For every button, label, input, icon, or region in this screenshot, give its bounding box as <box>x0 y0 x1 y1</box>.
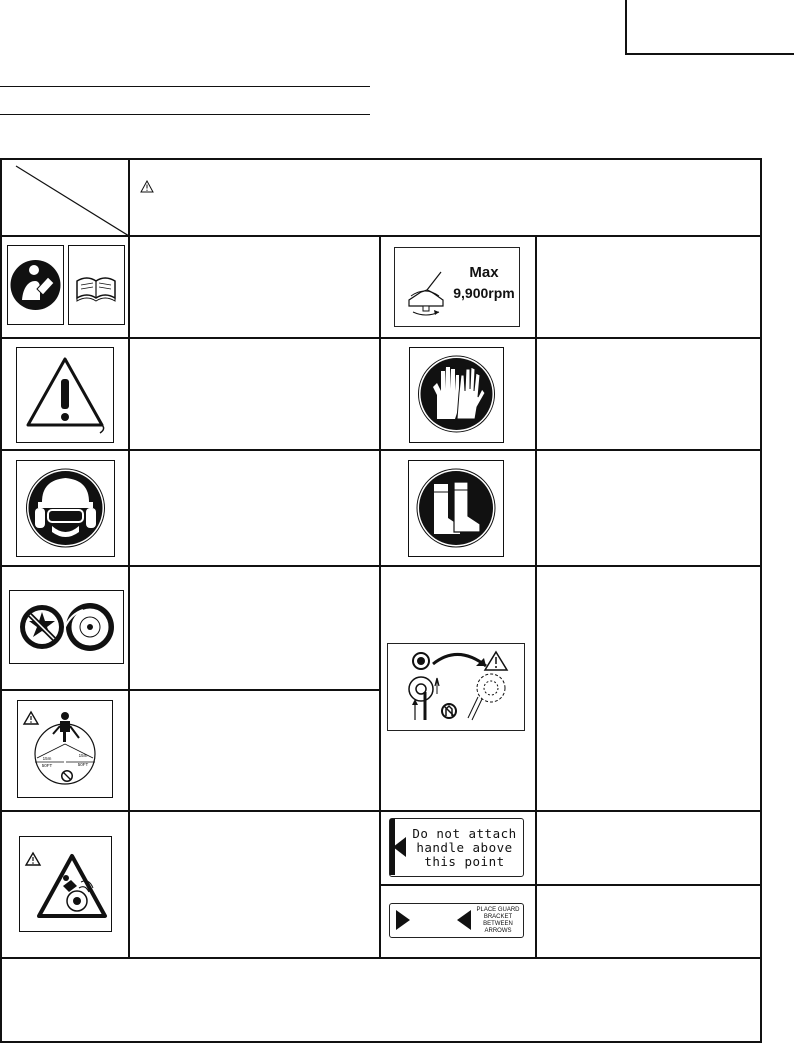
handle-position-sticker <box>389 818 524 877</box>
distance-right-m: 15m <box>78 753 88 758</box>
header-diagonal <box>2 160 129 236</box>
max-rpm-sticker <box>394 247 520 327</box>
distance-warning-icon <box>17 700 113 798</box>
read-manual-icon <box>7 245 125 326</box>
distance-left-ft: 50FT <box>41 763 53 768</box>
nut-rotation-icon <box>388 644 526 732</box>
page-number-box <box>625 0 794 55</box>
distance-left-m: 15m <box>42 756 52 761</box>
guard-bracket-sticker <box>389 903 524 938</box>
safety-boots-icon <box>408 460 504 557</box>
place-guard-line1: PLACE GUARD <box>476 907 520 913</box>
max-label: Max <box>469 264 499 281</box>
rpm-label: 9,900rpm <box>453 285 515 301</box>
do-not-attach-line2: handle above <box>416 840 513 855</box>
row-divider <box>2 449 760 451</box>
do-not-attach-line3: this point <box>424 854 505 869</box>
title-rule-top <box>0 86 370 87</box>
distance-right-ft: 50FT <box>77 762 89 767</box>
row-divider <box>2 957 760 959</box>
head-protection-icon <box>16 460 115 557</box>
warning-triangle-icon <box>140 180 154 193</box>
do-not-attach-line1: Do not attach <box>412 826 517 841</box>
place-guard-line4: ARROWS <box>484 928 512 934</box>
row-divider <box>2 565 760 567</box>
row-divider <box>380 884 760 886</box>
row-divider <box>2 689 380 691</box>
spindle-rotation-icon <box>403 262 449 318</box>
column-divider <box>379 235 381 958</box>
place-guard-line3: BETWEEN <box>483 921 513 927</box>
column-divider <box>128 160 130 958</box>
blade-thrust-warning-icon <box>19 836 112 932</box>
nut-tighten-sticker <box>387 643 525 731</box>
title-rule-bottom <box>0 114 370 115</box>
warning-exclamation-icon <box>16 347 114 443</box>
place-guard-line2: BRACKET <box>483 914 513 920</box>
row-divider <box>2 337 760 339</box>
row-divider <box>2 810 760 812</box>
gloves-icon <box>409 347 504 443</box>
row-divider <box>2 235 760 237</box>
blade-type-icon <box>9 590 124 664</box>
column-divider <box>535 235 537 958</box>
